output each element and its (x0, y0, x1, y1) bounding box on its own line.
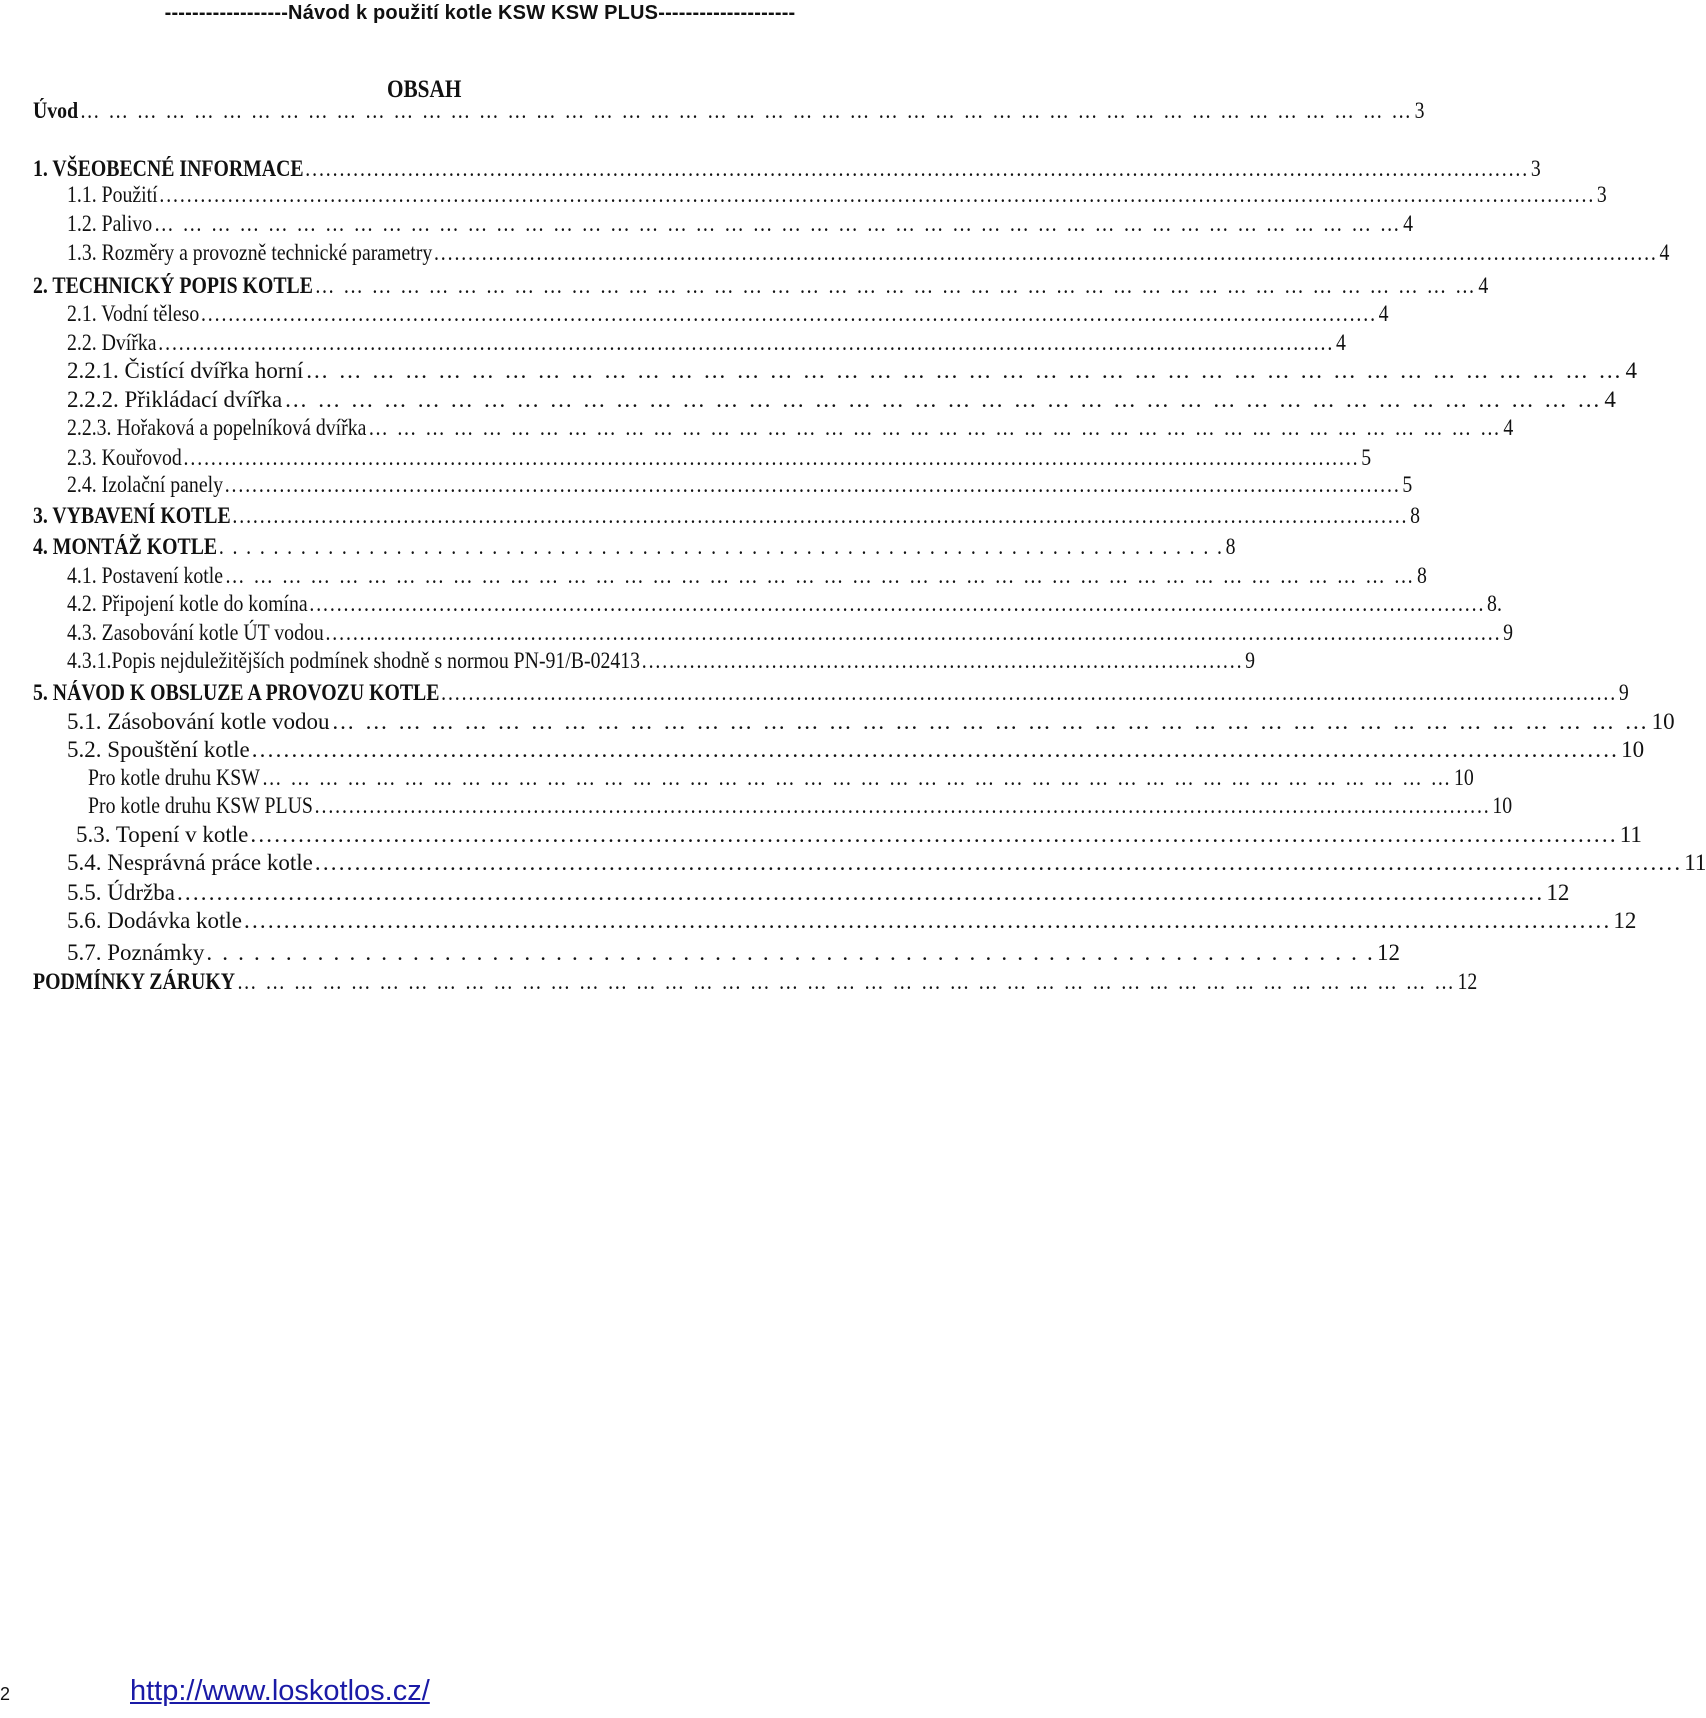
toc-entry (0, 497, 1420, 529)
toc-entry-line (33, 963, 1478, 995)
toc-entry-line (67, 234, 1670, 266)
toc-entry-leader: ............................................................................................................................................................................ (314, 850, 1683, 875)
toc-entry-page: 10 (1651, 709, 1675, 734)
toc-entry-label: Úvod (33, 98, 79, 123)
toc-entry (0, 642, 1256, 674)
toc-entry-leader: ................................................................................................................................................................................... (305, 156, 1530, 181)
toc-entry-line (67, 295, 1389, 327)
toc-entry (0, 674, 1629, 706)
toc-entry-leader: … … … … … … … … … … … … … … … … … … … … … … … … … … … … … … … … … … … … … … … … … … … … (153, 211, 1402, 236)
toc-entry-page: 12 (1377, 940, 1401, 965)
toc-entry-leader: … … … … … … … … … … … … … … … … … … … … … … … … … … … … … … … … … … … … … … … … (305, 358, 1624, 383)
toc-entry-label: 1.1. Použití (67, 182, 158, 207)
toc-entry-page: 4 (1335, 330, 1346, 355)
toc-entry-leader: ............................................................................................................................................................................ (232, 503, 1409, 528)
toc-entry (0, 902, 1637, 934)
toc-entry-page: 12 (1457, 969, 1478, 994)
toc-entry-label: 1.2. Palivo (67, 211, 153, 236)
toc-entry-label: Pro kotle druhu KSW (88, 765, 260, 790)
toc-entry-leader: … … … … … … … … … … … … … … … … … … … … … … … … … … … … … … … … … … … … … … … … … … … (236, 969, 1456, 994)
toc-entry-leader: … … … … … … … … … … … … … … … … … … … … … … … … … … … … … … … … … … … … … … … … … … (261, 765, 1453, 790)
toc-entry-line (67, 205, 1414, 237)
toc-entry-leader: ................................................................................................................................................................................... (433, 240, 1658, 265)
toc-entry-label: 5.3. Topení v kotle (76, 822, 249, 847)
toc-entry-page: 4 (1659, 240, 1670, 265)
toc-entry-page: 9 (1618, 680, 1629, 705)
toc-entry-page: 4 (1403, 211, 1414, 236)
toc-entry-label: 5.6. Dodávka kotle (67, 908, 243, 933)
toc-entry-page: 11 (1684, 850, 1706, 875)
toc-entry-line (88, 787, 1513, 819)
toc-entry-line (67, 352, 1637, 384)
toc-entry-label: 2.2.1. Čistící dvířka horní (67, 358, 304, 383)
toc-entry (0, 585, 1502, 617)
toc-entry-line (33, 674, 1629, 706)
toc-entry-line (67, 902, 1637, 934)
toc-entry-label: 2.2. Dvířka (67, 330, 157, 355)
toc-entry-leader: . . . . . . . . . . . . . . . . . . . . . . . . . . . . . . . . . . . . . . . . . . . . . . . . . . . . . . . . . . . . . . . . . . . . . . . . . . (218, 534, 1224, 559)
document-header: ------------------Návod k použití kotle KSW KSW PLUS-------------------- (164, 2, 796, 24)
toc-entry-page: 4 (1625, 358, 1637, 383)
toc-entry-leader: ............................................................................................................................................................................ (251, 737, 1620, 762)
toc-entry-leader: … … … … … … … … … … … … … … … … … … … … … … … … … … … … … … … … … … … … … … … … (368, 415, 1502, 440)
toc-entry (0, 787, 1513, 819)
toc-entry-leader: ............................................................................................................................................................................ (309, 591, 1486, 616)
page-number: 2 (0, 1684, 11, 1704)
toc-entry-leader: ........................................................................................ (641, 648, 1244, 673)
toc-entry-page: 12 (1613, 908, 1637, 933)
toc-entry (0, 466, 1413, 498)
toc-entry-label: PODMÍNKY ZÁRUKY (33, 969, 236, 994)
toc-entry-line (33, 92, 1425, 124)
toc-entry-label: 5.4. Nesprávná práce kotle (67, 850, 313, 875)
toc-entry-label: 2.3. Kouřovod (67, 445, 182, 470)
toc-entry-page: 5 (1402, 472, 1413, 497)
toc-entry-label: Pro kotle druhu KSW PLUS (88, 793, 313, 818)
toc-entry-page: 10 (1453, 765, 1474, 790)
toc-entry-label: 4.3.1.Popis nejduležitějších podmínek shodně s normou PN-91/B-02413 (67, 648, 641, 673)
toc-entry-line (67, 466, 1413, 498)
toc-entry-label: 5. NÁVOD K OBSLUZE A PROVOZU KOTLE (33, 680, 440, 705)
toc-entry-leader: ............................................................................................................................................................................ (200, 301, 1377, 326)
toc-entry-leader: ............................................................................................................................................................................ (244, 908, 1612, 933)
toc-entry (0, 205, 1414, 237)
toc-entry-page: 3 (1414, 98, 1425, 123)
toc-entry-label: 4.1. Postavení kotle (67, 563, 224, 588)
toc-entry-page: 10 (1492, 793, 1513, 818)
toc-entry (0, 963, 1478, 995)
toc-entry-page: 12 (1546, 880, 1570, 905)
toc-entry-leader: … … … … … … … … … … … … … … … … … … … … … … … … … … … … … … … … … … … … … … … … … (314, 273, 1477, 298)
toc-entry-leader: .................................................................................................................................................................................................................. (159, 182, 1596, 207)
toc-entry-page: 4 (1478, 273, 1489, 298)
toc-entry-page: 5 (1361, 445, 1372, 470)
toc-entry (0, 409, 1514, 441)
toc-entry-leader: … … … … … … … … … … … … … … … … … … … … … … … … … … … … … … … … … … … … … … … … (284, 387, 1603, 412)
toc-entry-label: 3. VYBAVENÍ KOTLE (33, 503, 231, 528)
toc-entry-page: 11 (1619, 822, 1642, 847)
toc-title: OBSAH (386, 76, 462, 103)
toc-entry-page: 9 (1245, 648, 1256, 673)
toc-entry-label: 1. VŠEOBECNÉ INFORMACE (33, 156, 304, 181)
toc-entry-line (67, 844, 1706, 876)
toc-entry-line (33, 497, 1420, 529)
toc-entry-label: 2.2.3. Hořaková a popelníková dvířka (67, 415, 367, 440)
toc-entry-label: 4.2. Připojení kotle do komína (67, 591, 308, 616)
toc-entry-leader: … … … … … … … … … … … … … … … … … … … … … … … … … … … … … … … … … … … … … … … … … … … … … … … (79, 98, 1413, 123)
toc-entry-label: 4.3. Zasobování kotle ÚT vodou (67, 620, 324, 645)
toc-entry-page: 8. (1487, 591, 1502, 616)
toc-entry-label: 2. TECHNICKÝ POPIS KOTLE (33, 273, 313, 298)
toc-entry-page: 8 (1417, 563, 1427, 588)
toc-entry-leader: ............................................................................................................................................................................ (325, 620, 1502, 645)
toc-entry (0, 528, 1236, 560)
toc-entry-line (67, 409, 1514, 441)
toc-entry-label: 2.4. Izolační panely (67, 472, 223, 497)
toc-entry-page: 9 (1503, 620, 1514, 645)
toc-entry-leader: . . . . . . . . . . . . . . . . . . . . . . . . . . . . . . . . . . . . . . . . . . . . . . . . . . . . . . . . . . . . . . . . . . . . . . . . . . (206, 940, 1376, 965)
toc-entry-line (67, 934, 1401, 966)
toc-entry-line (67, 642, 1256, 674)
toc-entry-page: 3 (1530, 156, 1541, 181)
toc-entry-leader: ............................................................................................................................................................................ (224, 472, 1401, 497)
toc-entry-leader: ............................................................................................................................................................................ (183, 445, 1360, 470)
toc-entry (0, 352, 1637, 384)
toc-entry-leader: … … … … … … … … … … … … … … … … … … … … … … … … … … … … … … … … … … … … … … … … … … (224, 563, 1416, 588)
toc-entry-line (67, 585, 1502, 617)
toc-entry-line (33, 528, 1236, 560)
toc-entry-page: 4 (1604, 387, 1616, 412)
toc-entry (0, 295, 1389, 327)
toc-entry-label: 2.1. Vodní těleso (67, 301, 200, 326)
toc-entry-leader: ............................................................................................................................................................................ (158, 330, 1335, 355)
toc-entry-leader: ............................................................................................................................................................................ (441, 680, 1618, 705)
toc-entry-label: 5.5. Údržba (67, 880, 175, 905)
toc-entry-leader: ............................................................................................................................................................................ (250, 822, 1618, 847)
toc-entry-label: 5.7. Poznámky (67, 940, 205, 965)
toc-entry-label: 2.2.2. Přikládací dvířka (67, 387, 283, 412)
toc-entry-label: 5.2. Spouštění kotle (67, 737, 250, 762)
toc-entry (0, 92, 1425, 124)
toc-entry-leader: … … … … … … … … … … … … … … … … … … … … … … … … … … … … … … … … … … … … … … … … (331, 709, 1650, 734)
toc-entry-page: 4 (1503, 415, 1514, 440)
toc-entry (0, 844, 1706, 876)
toc-entry-page: 8 (1225, 534, 1236, 559)
toc-entry (0, 176, 1607, 208)
toc-entry-page: 8 (1410, 503, 1420, 528)
toc-entry-leader: ............................................................................................................................................................................ (314, 793, 1491, 818)
toc-entry-label: 1.3. Rozměry a provozně technické parametry (67, 240, 433, 265)
toc-entry-page: 3 (1596, 182, 1607, 207)
toc-entry-page: 4 (1378, 301, 1389, 326)
toc-entry (0, 234, 1670, 266)
website-link[interactable]: http://www.loskotlos.cz/ (130, 1675, 430, 1707)
toc-entry-leader: ............................................................................................................................................................................ (176, 880, 1545, 905)
toc-entry-line (67, 176, 1607, 208)
toc-entry (0, 934, 1401, 966)
toc-entry-label: 5.1. Zásobování kotle vodou (67, 709, 330, 734)
toc-entry-label: 4. MONTÁŽ KOTLE (33, 534, 218, 559)
toc-entry-page: 10 (1621, 737, 1645, 762)
